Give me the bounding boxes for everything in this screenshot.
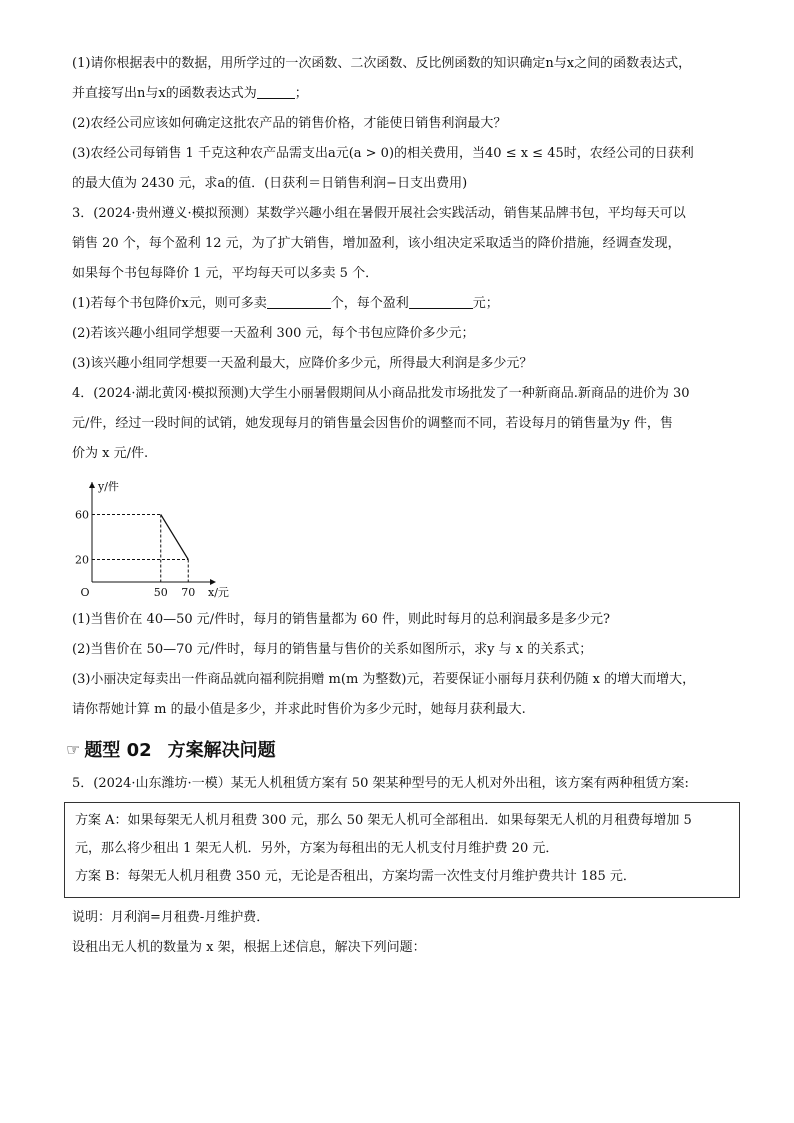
q2-part1-line1: (1)请你根据表中的数据，用所学过的一次函数、二次函数、反比例函数的知识确定n与x之间的函数表达式， xyxy=(72,56,692,71)
plan-box xyxy=(64,802,740,898)
q4-part3-line1: (3)小丽决定每卖出一件商品就向福利院捐赠 m(m 为整数)元，若要保证小丽每月获利仍随 x 的增大而增大， xyxy=(72,672,696,687)
answer-blank xyxy=(257,84,295,99)
q4-stem-line3: 价为 x 元/件. xyxy=(72,446,149,461)
sales-chart-svg xyxy=(72,472,232,602)
x-axis-arrow xyxy=(210,579,216,585)
q4-stem-line1: 4．(2024·湖北黄冈·模拟预测)大学生小丽暑假期间从小商品批发市场批发了一种新商品.新商品的进价为 30 xyxy=(72,386,690,401)
q3-part3: (3)该兴趣小组同学想要一天盈利最大，应降价多少元，所得最大利润是多少元？ xyxy=(72,356,533,371)
y-tick-label: 20 xyxy=(75,553,89,567)
q2-part3-line2: 的最大值为 2430 元，求a的值．(日获利＝日销售利润−日支出费用) xyxy=(72,176,468,191)
x-tick-label: 70 xyxy=(181,586,196,599)
q3-part2: (2)若该兴趣小组同学想要一天盈利 300 元，每个书包应降价多少元； xyxy=(72,326,475,341)
plan-a-line1: 方案 A：如果每架无人机月租费 300 元，那么 50 架无人机可全部租出．如果每架无人机的月租费每增加 5 xyxy=(75,813,692,828)
q3-part1-text-a: (1)若每个书包降价x元，则可多卖 xyxy=(72,296,267,311)
q4-part3-line2: 请你帮她计算 m 的最小值是多少，并求此时售价为多少元时，她每月获利最大. xyxy=(72,702,526,717)
sales-chart xyxy=(72,472,232,602)
q2-part1-tail: ； xyxy=(294,86,308,101)
plan-a-line2: 元，那么将少租出 1 架无人机．另外，方案为每租出的无人机支付月维护费 20 元． xyxy=(75,841,559,856)
q2-part1-text: 并直接写出n与x的函数表达式为 xyxy=(72,86,257,101)
q3-stem-line2: 销售 20 个，每个盈利 12 元，为了扩大销售，增加盈利，该小组决定采取适当的降价措施，经调查发现， xyxy=(72,236,681,251)
q2-part2: (2)农经公司应该如何确定这批农产品的销售价格，才能使日销售利润最大？ xyxy=(72,116,507,131)
pointing-hand-icon: ☞ xyxy=(66,739,81,759)
q3-stem-line3: 如果每个书包每降价 1 元，平均每天可以多卖 5 个． xyxy=(72,266,379,281)
q3-part1-text-c: 元； xyxy=(472,296,499,311)
answer-blank xyxy=(267,294,331,309)
q2-part3-line1: (3)农经公司每销售 1 千克这种农产品需支出a元(a > 0)的相关费用，当40 ≤ x ≤ 45时，农经公司的日获利 xyxy=(72,146,694,161)
y-axis-label: y/件 xyxy=(98,480,119,493)
q5-stem: 5．(2024·山东潍坊·一模）某无人机租赁方案有 50 架某种型号的无人机对外出租，该方案有两种租赁方案: xyxy=(72,776,689,791)
q4-stem-line2: 元/件，经过一段时间的试销，她发现每月的销售量会因售价的调整而不同，若设每月的销售量为y 件，售 xyxy=(72,416,673,431)
x-axis-label: x/元 xyxy=(208,586,229,599)
q4-part1: (1)当售价在 40—50 元/件时，每月的销售量都为 60 件，则此时每月的总利润最多是多少元? xyxy=(72,612,610,627)
q5-intro: 设租出无人机的数量为 x 架，根据上述信息，解决下列问题： xyxy=(72,940,426,955)
y-axis-arrow xyxy=(89,482,95,488)
document-page xyxy=(66,52,732,966)
q2-part1-line2 xyxy=(72,82,732,106)
series-line xyxy=(161,515,189,560)
section-label: 题型 02 xyxy=(84,740,152,761)
origin-label: O xyxy=(80,586,90,599)
q5-note: 说明：月利润=月租费-月维护费． xyxy=(72,910,270,925)
q3-stem-line1: 3．(2024·贵州遵义·模拟预测）某数学兴趣小组在暑假开展社会实践活动，销售某品牌书包，平均每天可以 xyxy=(72,206,686,221)
section-title: 方案解决问题 xyxy=(167,740,276,761)
plan-b-line: 方案 B：每架无人机月租费 350 元，无论是否租出，方案均需一次性支付月维护费共计 185 元． xyxy=(75,869,636,884)
x-tick-label: 50 xyxy=(153,586,168,599)
q3-part1-text-b: 个，每个盈利 xyxy=(330,296,409,311)
q4-part2: (2)当售价在 50—70 元/件时，每月的销售量与售价的关系如图所示，求y 与 x 的关系式； xyxy=(72,642,593,657)
section-heading xyxy=(66,736,732,762)
y-tick-label: 60 xyxy=(75,508,89,522)
answer-blank xyxy=(409,294,473,309)
q3-part1 xyxy=(72,292,732,316)
